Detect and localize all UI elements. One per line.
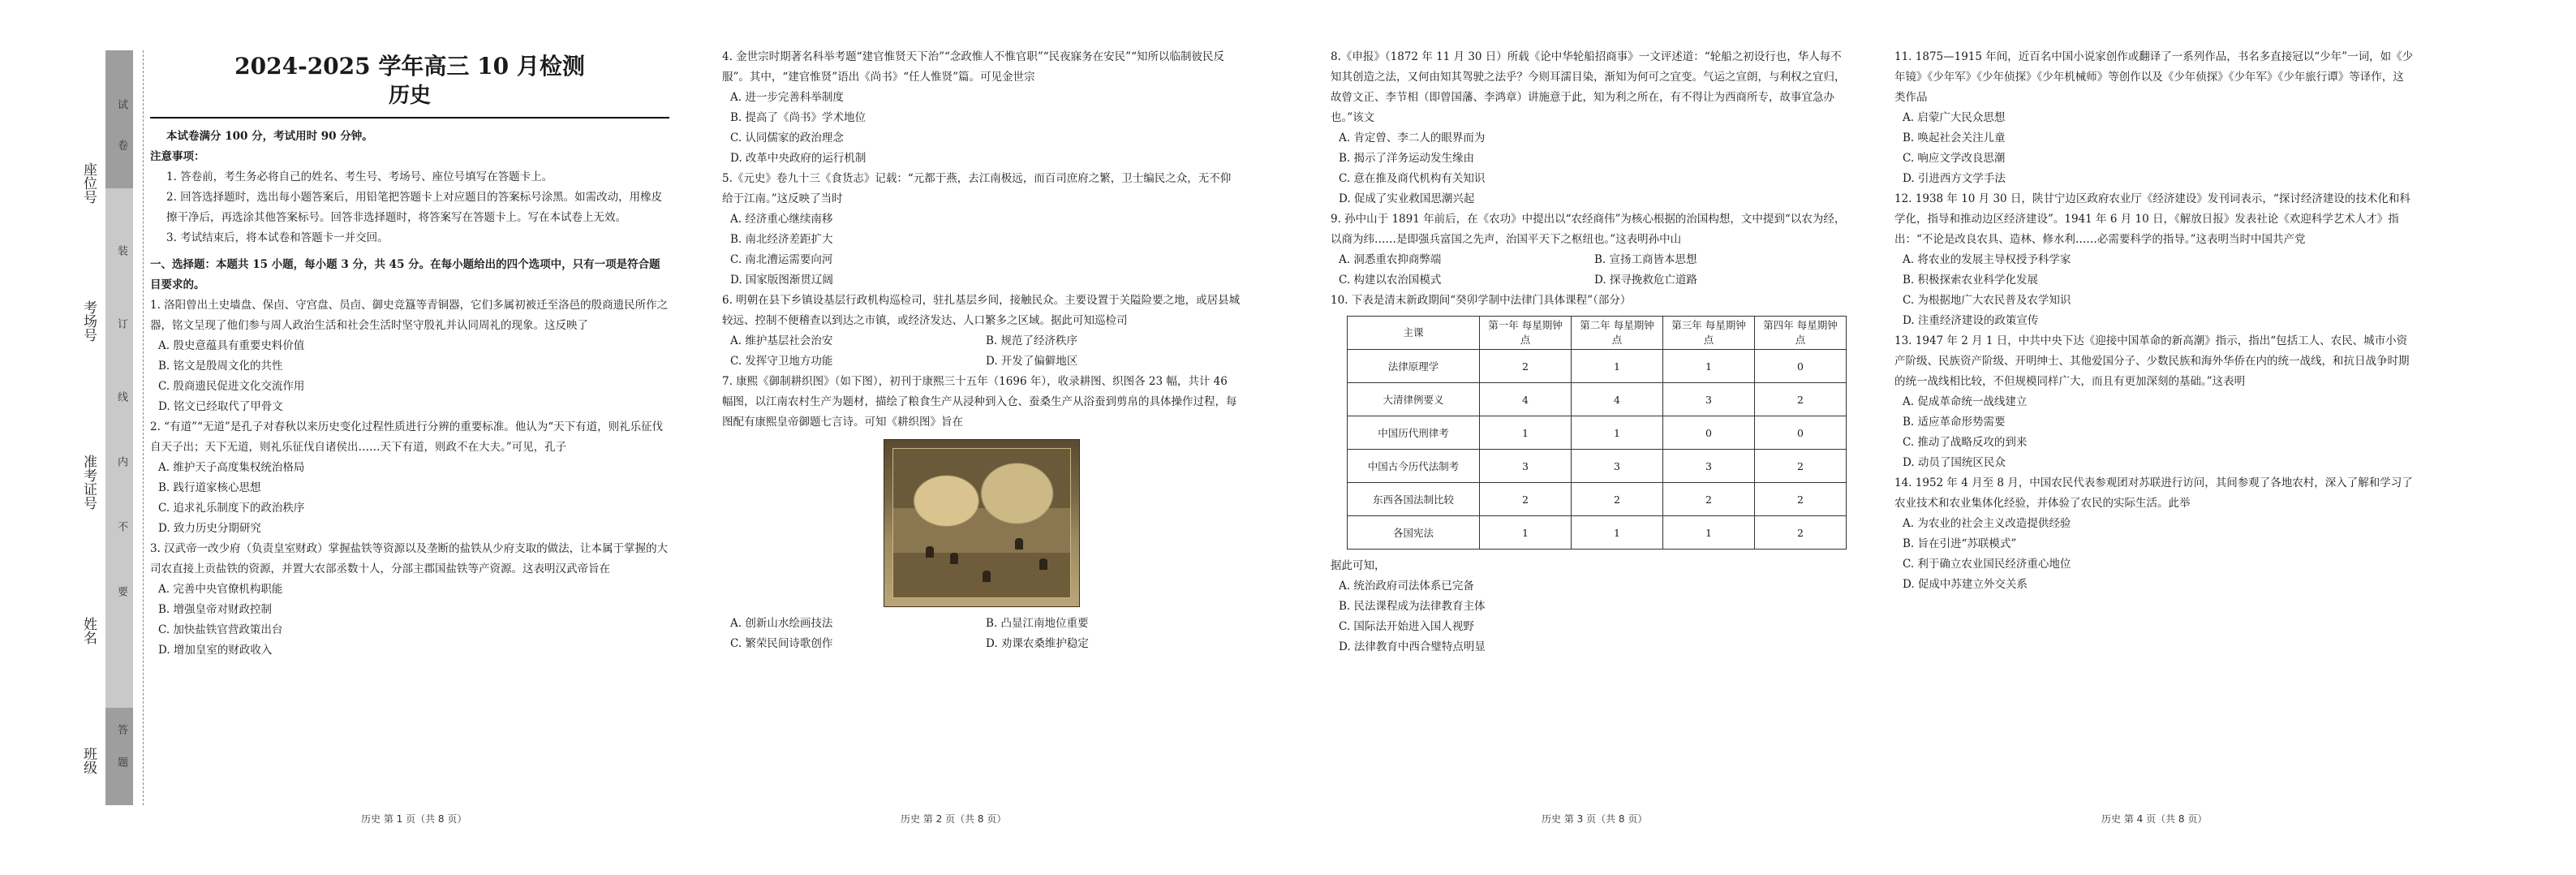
exam-title: 2024-2025 学年高三 10 月检测: [234, 53, 585, 80]
question: [150, 295, 669, 417]
strip-char: 内: [115, 456, 127, 467]
answer-option: A. 启蒙广大民众思想: [1903, 111, 2006, 124]
question-stem: 3. 汉武帝一改少府（负责皇室财政）掌握盐铁等资源以及垄断的盐铁从少府支取的做法，让本属于掌握的大司农直接上贡盐铁的资源，并置大农部丞数十人，分部主郡国盐铁等产资源。这表明汉武帝旨在: [150, 542, 669, 575]
name-label: 姓名: [80, 617, 97, 644]
question: [722, 291, 1241, 372]
question: [722, 47, 1241, 169]
question: [722, 372, 1241, 654]
answer-option: A. 维护基层社会治安: [730, 334, 833, 347]
table-header-cell: 第三年 每星期钟点: [1663, 317, 1755, 350]
table-cell: 2: [1663, 483, 1755, 516]
note-item: 1. 答卷前，考生务必将自己的姓名、考生号、考场号、座位号填写在答题卡上。: [166, 170, 553, 183]
strip-char: 不: [115, 521, 127, 532]
answer-option: A. 完善中央官僚机构职能: [158, 583, 283, 596]
table-header-cell: 第二年 每星期钟点: [1572, 317, 1663, 350]
question: [150, 417, 669, 539]
table-cell: 中国历代刑律考: [1348, 416, 1480, 450]
note-item: 3. 考试结束后，将本试卷和答题卡一并交回。: [166, 231, 389, 244]
page-footer: 历史 第 3 页（共 8 页）: [1542, 813, 1648, 825]
painting-figure-person: [983, 571, 991, 582]
answer-option: A. 促成革命统一战线建立: [1903, 395, 2028, 408]
answer-option: A. 进一步完善科举制度: [730, 91, 844, 104]
notes-title: 注意事项：: [150, 150, 205, 163]
painting-figure-person: [1015, 538, 1023, 550]
seal-line: [143, 50, 144, 805]
answer-option: C. 殷商遗民促进文化交流作用: [158, 380, 305, 393]
question-stem: 13. 1947 年 2 月 1 日，中共中央下达《迎接中国革命的新高潮》指示，指出“包括工人、农民、城市小资产阶级、民族资产阶级、开明绅士、其他爱国分子、少数民族和海外华侨在内的统一战线，和抗日战争时期的统一战线相比较，不但规模同样广大，而且有更加深刻的基础。”这表明: [1894, 334, 2410, 388]
answer-option: A. 肯定曾、李二人的眼界而为: [1339, 131, 1486, 144]
answer-option: C. 南北漕运需要向河: [730, 253, 833, 266]
question-stem: 14. 1952 年 4 月至 8 月，中国农民代表参观团对苏联进行访问，其间参观了各地农村，深入了解和学习了农业技术和农业集体化经验，并体验了农民的实际生活。此举: [1894, 476, 2413, 510]
answer-option: A. 经济重心继续南移: [730, 213, 833, 226]
answer-option: A. 将农业的发展主导权授予科学家: [1903, 253, 2071, 266]
strip-char: 要: [115, 586, 127, 597]
page-footer: 历史 第 1 页（共 8 页）: [361, 813, 467, 825]
answer-option: C. 为根据地广大农民普及农学知识: [1903, 294, 2071, 307]
question: [1331, 209, 1850, 291]
page-footer: 历史 第 2 页（共 8 页）: [901, 813, 1007, 825]
strip-char: 试: [115, 99, 127, 110]
page-4: [1894, 47, 2414, 826]
table-cell: 2: [1480, 350, 1572, 383]
table-cell: 1: [1480, 416, 1572, 450]
answer-option: C. 利于确立农业国民经济重心地位: [1903, 558, 2071, 571]
answer-option: B. 提高了《尚书》学术地位: [730, 111, 867, 124]
answer-option: B. 旨在引进“苏联模式”: [1903, 537, 2017, 550]
table-cell: 2: [1480, 483, 1572, 516]
answer-option: C. 认同儒家的政治理念: [730, 131, 844, 144]
option-row: [722, 634, 1241, 654]
binding-strip-top: [105, 50, 133, 188]
answer-option: D. 增加皇室的财政收入: [158, 644, 273, 657]
painting-figure-person: [950, 553, 958, 564]
answer-option: C. 加快盐铁官营政策出台: [158, 623, 283, 636]
option-row: [1331, 270, 1850, 291]
question: [722, 169, 1241, 291]
title-rule: [150, 117, 669, 119]
admission-number-label: 准考证号: [80, 455, 97, 510]
table-cell: 3: [1663, 383, 1755, 416]
answer-option: B. 民法课程成为法律教育主体: [1339, 600, 1486, 613]
painting-scene: [892, 448, 1071, 598]
question-stem: 2. “有道”“无道”是孔子对春秋以来历史变化过程性质进行分辨的重要标准。他认为“天下有道，则礼乐征伐自天子出；天下无道，则礼乐征伐自诸侯出……天下有道，则政不在大夫。”可见，孔子: [150, 420, 664, 454]
gengzhi-painting-figure: [884, 439, 1080, 607]
answer-option: D. 促成了实业救国思潮兴起: [1339, 192, 1475, 205]
table-cell: 0: [1755, 416, 1847, 450]
answer-option: C. 发挥守卫地方功能: [730, 355, 833, 368]
course-table: [1347, 316, 1847, 550]
answer-option: D. 探寻挽救危亡道路: [1594, 274, 1697, 287]
table-cell: 大清律例要义: [1348, 383, 1480, 416]
painting-figure-person: [1039, 558, 1047, 570]
table-row: [1348, 483, 1847, 516]
question-list: [1331, 47, 1850, 657]
answer-option: D. 注重经济建设的政策宣传: [1903, 314, 2039, 327]
answer-option: A. 洞悉重农抑商弊端: [1339, 253, 1442, 266]
table-cell: 2: [1755, 483, 1847, 516]
strip-char: 订: [115, 318, 127, 329]
answer-option: D. 引进西方文学手法: [1903, 172, 2006, 185]
table-header-cell: 第一年 每星期钟点: [1480, 317, 1572, 350]
table-header-row: [1348, 317, 1847, 350]
answer-option: A. 维护天子高度集权统治格局: [158, 461, 305, 474]
exam-intro: 本试卷满分 100 分，考试用时 90 分钟。: [166, 130, 373, 143]
table-row: [1348, 383, 1847, 416]
option-row: [722, 614, 1241, 634]
answer-option: D. 改革中央政府的运行机制: [730, 152, 867, 165]
table-cell: 2: [1755, 383, 1847, 416]
question-stem: 7. 康熙《御制耕织图》（如下图），初刊于康熙三十五年（1696 年），收录耕图、织图各 23 幅，共计 46 幅图，以江南农村生产为题材，描绘了粮食生产从浸种到入仓、蚕桑生产从浴蚕到剪帛的具体操作过程，每图配有康熙皇帝御题七言诗。可知《耕织图》旨在: [722, 375, 1237, 429]
answer-option: D. 致力历史分期研究: [158, 522, 261, 535]
section-title: 一、选择题：本题共 15 小题，每小题 3 分，共 45 分。在每小题给出的四个选项中，只有一项是符合题目要求的。: [150, 258, 660, 291]
table-cell: 1: [1572, 416, 1663, 450]
answer-option: B. 揭示了洋务运动发生缘由: [1339, 152, 1475, 165]
question: [1894, 189, 2414, 331]
page-footer: 历史 第 4 页（共 8 页）: [2101, 813, 2208, 825]
table-header-cell: 第四年 每星期钟点: [1755, 317, 1847, 350]
answer-option: C. 国际法开始进入国人视野: [1339, 620, 1474, 633]
answer-option: D. 劝课农桑维护稳定: [986, 637, 1089, 650]
table-cell: 东西各国法制比较: [1348, 483, 1480, 516]
answer-option: B. 增强皇帝对财政控制: [158, 603, 273, 616]
question: [1331, 47, 1850, 209]
page-2: [722, 47, 1241, 826]
answer-option: B. 凸显江南地位重要: [986, 617, 1089, 630]
table-cell: 1: [1572, 516, 1663, 550]
table-cell: 3: [1480, 450, 1572, 483]
table-row: [1348, 416, 1847, 450]
answer-option: C. 追求礼乐制度下的政治秩序: [158, 502, 305, 515]
answer-option: B. 适应革命形势需要: [1903, 416, 2006, 429]
exam-room-label: 考场号: [80, 300, 97, 342]
question-stem: 11. 1875—1915 年间，近百名中国小说家创作或翻译了一系列作品，书名多直接冠以“少年”一词，如《少年镜》《少年军》《少年侦探》《少年机械师》等创作以及《少年侦探》《少年军》《少年旅行谭》等译作，这类作品: [1894, 50, 2414, 104]
strip-char: 题: [115, 756, 127, 767]
page-3: [1331, 47, 1850, 826]
question-stem: 8.《申报》（1872 年 11 月 30 日）所载《论中华轮船招商事》一文评述道：“轮船之初设行也，华人每不知其创造之法，又何由知其驾驶之法乎？今则耳濡目染，渐知为何可之宜变。气运之宣朗，与利权之宜归，故曾文正、李节相（即曾国藩、李鸿章）讲施意于此，知为利之所在，有不得让为西商所专，故事宜急办也。”该文: [1331, 50, 1846, 124]
strip-char: 装: [115, 245, 127, 256]
question-stem: 9. 孙中山于 1891 年前后，在《农功》中提出以“农经商伟”为核心根据的治国构想，文中提到“以农为经，以商为纬……是即强兵富国之先声，治国平天下之枢纽也。”这表明孙中山: [1331, 213, 1846, 246]
answer-option: C. 意在推及商代机构有关知识: [1339, 172, 1486, 185]
table-cell: 1: [1663, 516, 1755, 550]
question: [1894, 473, 2414, 595]
option-row: [722, 331, 1241, 351]
strip-char: 卷: [115, 140, 127, 150]
binding-strip: [105, 50, 133, 805]
table-cell: 中国古今历代法制考: [1348, 450, 1480, 483]
table-row: [1348, 450, 1847, 483]
answer-option: D. 国家版图渐贯辽阔: [730, 274, 833, 287]
answer-option: C. 响应文学改良思潮: [1903, 152, 2006, 165]
question-stem: 5.《元史》卷九十三《食货志》记载：“元都于燕，去江南极远，而百司庶府之繁，卫士编民之众，无不仰给于江南。”这反映了当时: [722, 172, 1232, 205]
table-cell: 1: [1572, 350, 1663, 383]
answer-option: C. 构建以农治国模式: [1339, 274, 1442, 287]
note-item: 2. 回答选择题时，选出每小题答案后，用铅笔把答题卡上对应题目的答案标号涂黑。如需改动，用橡皮擦干净后，再选涂其他答案标号。回答非选择题时，将答案写在答题卡上。写在本试卷上无效。: [166, 191, 663, 224]
class-label: 班级: [80, 747, 97, 774]
answer-option: D. 促成中苏建立外交关系: [1903, 578, 2028, 591]
option-row: [722, 351, 1241, 372]
question: [150, 539, 669, 661]
option-row: [1331, 250, 1850, 270]
answer-option: D. 法律教育中西合璧特点明显: [1339, 640, 1486, 653]
question-stem: 1. 洛阳曾出土史墙盘、保卣、守宫盘、员卣、御史竞簋等青铜器，它们多属初被迁至洛邑的殷商遗民所作之器，铭文呈现了他们参与周人政治生活和社会生活时坚守殷礼并认同周礼的现象。这反映了: [150, 299, 669, 332]
strip-char: 线: [115, 391, 127, 402]
table-cell: 2: [1755, 450, 1847, 483]
answer-option: B. 宣扬工商皆本思想: [1594, 253, 1697, 266]
answer-option: B. 践行道家核心思想: [158, 481, 261, 494]
page-1: [150, 47, 669, 826]
table-cell: 0: [1755, 350, 1847, 383]
answer-option: C. 推动了战略反攻的到来: [1903, 436, 2028, 449]
table-cell: 4: [1480, 383, 1572, 416]
table-row: [1348, 350, 1847, 383]
table-row: [1348, 516, 1847, 550]
question-list: [1894, 47, 2414, 595]
question-stem: 12. 1938 年 10 月 30 日，陕甘宁边区政府农业厅《经济建设》发刊词表示，“探讨经济建设的技术化和科学化，指导和推动边区经济建设”。1941 年 6 月 10 日，《解放日报》发表社论《欢迎科学艺术人才》指出：“不论是改良农具、造林、修水利……必需要科学的指导。”这表明当时中国共产党: [1894, 192, 2410, 246]
table-cell: 法律原理学: [1348, 350, 1480, 383]
answer-option: B. 唤起社会关注儿童: [1903, 131, 2006, 144]
painting-figure-person: [926, 546, 934, 558]
answer-option: D. 铭文已经取代了甲骨文: [158, 400, 283, 413]
answer-option: A. 创新山水绘画技法: [730, 617, 833, 630]
answer-option: A. 为农业的社会主义改造提供经验: [1903, 517, 2071, 530]
question: [1894, 331, 2414, 473]
question-stem: 4. 金世宗时期著名科举考题“建官惟贤天下治”“念政惟人不惟官职”“民夜寐务在安民”“知所以临制彼民反服”。其中，“建官惟贤”语出《尚书》“任人惟贤”篇。可见金世宗: [722, 50, 1224, 84]
answer-option: B. 铭文是殷周文化的共性: [158, 360, 283, 373]
answer-option: B. 规范了经济秩序: [986, 334, 1078, 347]
question-stem: 10. 下表是清末新政期间“癸卯学制中法律门具体课程”（部分）: [1331, 294, 1632, 307]
seat-number-label: 座位号: [80, 162, 97, 204]
answer-option: B. 南北经济差距扩大: [730, 233, 833, 246]
question-list: [722, 47, 1241, 654]
table-cell: 3: [1663, 450, 1755, 483]
question: [1331, 291, 1850, 657]
table-cell: 2: [1755, 516, 1847, 550]
table-header-cell: 主课: [1348, 317, 1480, 350]
question-after-text: 据此可知，: [1331, 559, 1386, 572]
table-cell: 0: [1663, 416, 1755, 450]
answer-option: A. 殷史意蕴具有重要史料价值: [158, 339, 305, 352]
question-list: [150, 295, 669, 661]
strip-char: 答: [115, 724, 127, 735]
table-cell: 1: [1480, 516, 1572, 550]
answer-option: C. 繁荣民间诗歌创作: [730, 637, 833, 650]
table-cell: 3: [1572, 450, 1663, 483]
answer-option: A. 统治政府司法体系已完备: [1339, 580, 1474, 593]
answer-option: D. 开发了偏僻地区: [986, 355, 1078, 368]
table-cell: 各国宪法: [1348, 516, 1480, 550]
exam-subject: 历史: [388, 84, 431, 108]
table-cell: 2: [1572, 483, 1663, 516]
table-cell: 1: [1663, 350, 1755, 383]
table-cell: 4: [1572, 383, 1663, 416]
answer-option: D. 动员了国统区民众: [1903, 456, 2006, 469]
answer-option: B. 积极探索农业科学化发展: [1903, 274, 2039, 287]
question-stem: 6. 明朝在县下乡镇设基层行政机构巡检司，驻扎基层乡间，接触民众。主要设置于关隘险要之地，或居县城较远、控制不便稽查以到达之市镇，或经济发达、人口繁多之区域。据此可知巡检司: [722, 294, 1241, 327]
question: [1894, 47, 2414, 189]
